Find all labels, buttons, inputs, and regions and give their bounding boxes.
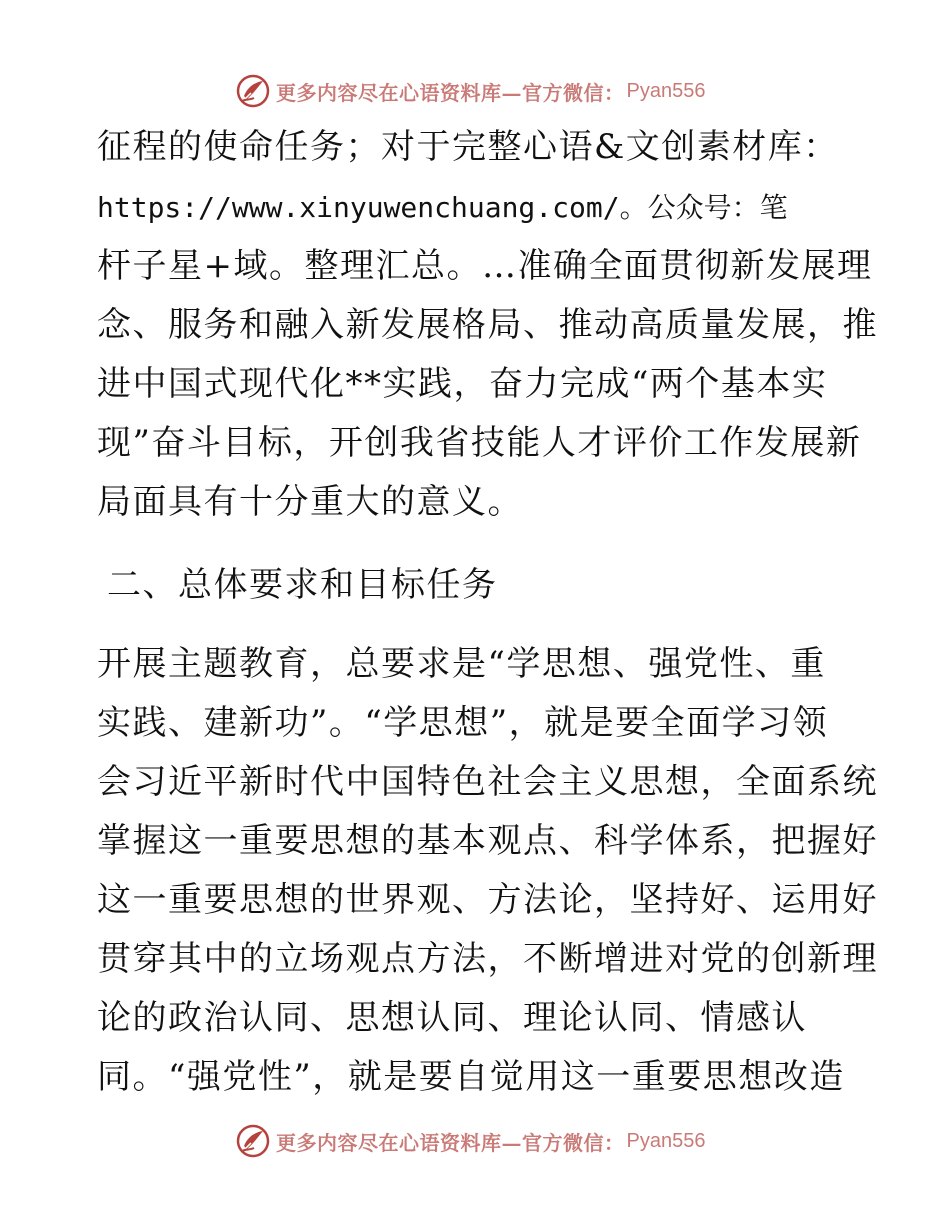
text-line: 论的政治认同、思想认同、理论认同、情感认 bbox=[97, 998, 807, 1038]
text-line: 局面具有十分重大的意义。 bbox=[97, 482, 523, 522]
text-line-url bbox=[97, 177, 853, 237]
watermark-text: 更多内容尽在心语资料库—官方微信： bbox=[276, 1130, 625, 1155]
section-heading: 二、总体要求和目标任务 bbox=[107, 565, 498, 605]
text-line: 贯穿其中的立场观点方法，不断增进对党的创新理 bbox=[97, 939, 878, 979]
text-line: 会习近平新时代中国特色社会主义思想，全面系统 bbox=[97, 762, 878, 802]
text-line: 杆子星+域。整理汇总。…准确全面贯彻新发展理 bbox=[97, 246, 873, 286]
document-body bbox=[97, 118, 878, 1107]
text-line: 实践、建新功”。“学思想”，就是要全面学习领 bbox=[97, 703, 829, 743]
text-line: 开展主题教育，总要求是“学思想、强党性、重 bbox=[97, 644, 826, 684]
text-line: 征程的使命任务；对于完整心语&文创素材库： bbox=[97, 127, 839, 167]
watermark-wechat-id: Pyan556 bbox=[626, 79, 706, 102]
footer-watermark bbox=[236, 1124, 705, 1158]
url-text: https://www.xinyuwenchuang.com/。公众号：笔 bbox=[97, 191, 788, 224]
text-line: 同。“强党性”，就是要自觉用这一重要思想改造 bbox=[97, 1057, 845, 1097]
text-line: 掌握这一重要思想的基本观点、科学体系，把握好 bbox=[97, 821, 878, 861]
text-line: 现”奋斗目标，开创我省技能人才评价工作发展新 bbox=[97, 423, 862, 463]
paragraph-2 bbox=[97, 635, 878, 1107]
pen-logo-icon bbox=[236, 1124, 270, 1158]
watermark-text: 更多内容尽在心语资料库—官方微信： bbox=[276, 80, 625, 105]
watermark-wechat-id: Pyan556 bbox=[626, 1129, 706, 1152]
text-line: 念、服务和融入新发展格局、推动高质量发展，推 bbox=[97, 305, 878, 345]
paragraph-1 bbox=[97, 118, 878, 532]
text-line: 进中国式现代化**实践，奋力完成“两个基本实 bbox=[97, 364, 828, 404]
pen-logo-icon bbox=[236, 74, 270, 108]
header-watermark bbox=[236, 74, 705, 108]
text-line: 这一重要思想的世界观、方法论，坚持好、运用好 bbox=[97, 880, 878, 920]
